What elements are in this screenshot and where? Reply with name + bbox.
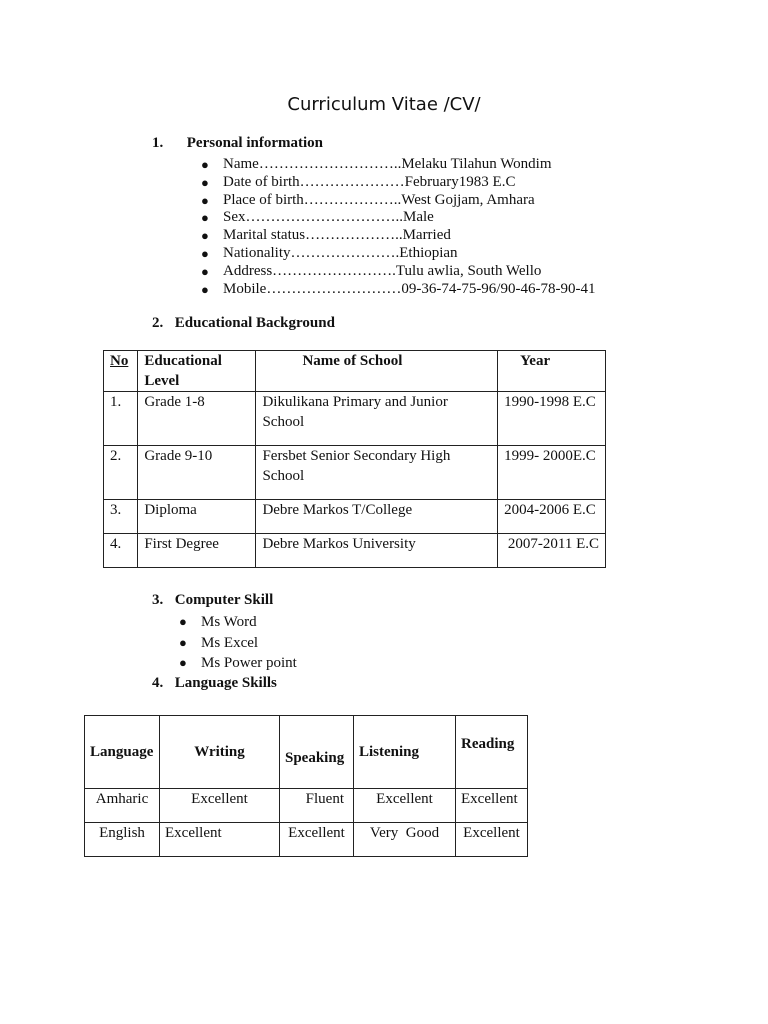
- section-number: 3.: [152, 592, 164, 608]
- bullet-icon: ●: [201, 263, 209, 279]
- bullet-icon: ●: [201, 228, 209, 244]
- table-cell: Debre Markos T/College: [256, 500, 498, 534]
- language-table: [84, 715, 528, 857]
- column-header: Writing: [160, 716, 280, 789]
- table-cell: 3.: [104, 500, 138, 534]
- table-cell: Excellent: [160, 789, 280, 823]
- table-cell: Grade 1-8: [138, 392, 256, 446]
- table-cell: Excellent: [280, 823, 354, 857]
- table-cell: Diploma: [138, 500, 256, 534]
- list-item: ● Place of birth………………..West Gojjam, Amhara: [201, 191, 535, 208]
- column-header: Educational Level: [138, 351, 256, 392]
- section-personal-heading: [152, 135, 323, 152]
- table-header-row: [85, 716, 528, 789]
- personal-info-list: [201, 156, 596, 298]
- list-item: ● Date of birth…………………February1983 E.C: [201, 173, 516, 190]
- column-header: Year: [498, 351, 606, 392]
- section-title: Computer Skill: [174, 592, 274, 608]
- section-number: 4.: [152, 675, 164, 691]
- table-row: [104, 392, 606, 446]
- column-header: Reading: [456, 716, 528, 789]
- table-cell: Grade 9-10: [138, 446, 256, 500]
- column-header: Name of School: [256, 351, 498, 392]
- section-number: 1.: [152, 135, 164, 151]
- table-cell: Dikulikana Primary and Junior School: [256, 392, 498, 446]
- table-cell: Debre Markos University: [256, 534, 498, 568]
- list-item: ● Sex…………………………..Male: [201, 209, 434, 226]
- bullet-icon: ●: [201, 245, 209, 261]
- section-language-heading: [152, 675, 277, 692]
- table-header-row: [104, 351, 606, 392]
- table-cell: 4.: [104, 534, 138, 568]
- list-item: ● Name………………………..Melaku Tilahun Wondim: [201, 156, 552, 172]
- list-item: ● Address…………………….Tulu awlia, South Wello: [201, 262, 542, 279]
- bullet-icon: ●: [179, 634, 187, 650]
- table-cell: Excellent: [354, 789, 456, 823]
- column-header: Language: [85, 716, 160, 789]
- table-row: [104, 534, 606, 568]
- table-cell: Very Good: [354, 823, 456, 857]
- table-cell: 2007-2011 E.C: [498, 534, 606, 568]
- bullet-icon: ●: [201, 192, 209, 208]
- list-item: ● Ms Excel: [201, 633, 297, 654]
- table-cell: Fluent: [280, 789, 354, 823]
- table-cell: 2.: [104, 446, 138, 500]
- bullet-icon: ●: [201, 174, 209, 190]
- table-cell: Excellent: [160, 823, 280, 857]
- section-title: Educational Background: [174, 315, 335, 331]
- bullet-icon: ●: [201, 281, 209, 297]
- table-cell: Amharic: [85, 789, 160, 823]
- section-title: Language Skills: [174, 675, 277, 691]
- list-item: ● Mobile………………………09-36-74-75-96/90-46-78-90-41: [201, 280, 596, 297]
- bullet-icon: ●: [179, 614, 187, 629]
- computer-skill-list: [179, 612, 297, 674]
- table-row: [85, 823, 528, 857]
- section-computer-heading: [152, 592, 273, 609]
- column-header: Speaking: [280, 716, 354, 789]
- section-education-heading: [152, 315, 335, 332]
- table-cell: Fersbet Senior Secondary High School: [256, 446, 498, 500]
- table-row: [85, 789, 528, 823]
- table-cell: Excellent: [456, 823, 528, 857]
- table-cell: 1999- 2000E.C: [498, 446, 606, 500]
- table-row: [104, 446, 606, 500]
- table-cell: 1.: [104, 392, 138, 446]
- table-cell: 2004-2006 E.C: [498, 500, 606, 534]
- list-item: ● Nationality………………….Ethiopian: [201, 244, 458, 261]
- list-item: ● Marital status………………..Married: [201, 227, 451, 244]
- education-table: [103, 350, 606, 568]
- section-title: Personal information: [186, 135, 323, 151]
- table-cell: English: [85, 823, 160, 857]
- list-item: ● Ms Word: [201, 612, 297, 633]
- table-cell: Excellent: [456, 789, 528, 823]
- bullet-icon: ●: [179, 655, 187, 670]
- bullet-icon: ●: [201, 157, 209, 172]
- table-cell: 1990-1998 E.C: [498, 392, 606, 446]
- list-item: ● Ms Power point: [201, 653, 297, 674]
- table-cell: First Degree: [138, 534, 256, 568]
- bullet-icon: ●: [201, 210, 209, 226]
- table-row: [104, 500, 606, 534]
- column-header: Listening: [354, 716, 456, 789]
- section-number: 2.: [152, 315, 164, 331]
- page-title: Curriculum Vitae /CV/: [287, 94, 481, 115]
- column-header: No: [104, 351, 138, 392]
